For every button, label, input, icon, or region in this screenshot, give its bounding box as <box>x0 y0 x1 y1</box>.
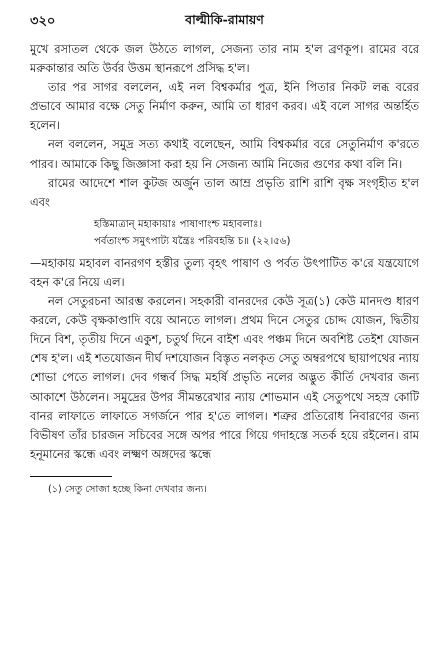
page-header <box>30 12 419 34</box>
body-text <box>30 40 419 464</box>
paragraph-3: নল বললেন, সমুদ্র সত্য কথাই বলেছেন, আমি বিশ্বকর্মার বরে সেতুনির্মাণ ক'রতে পারব। আমাকে কিছু জিজ্ঞাসা করা হয় নি সেজন্য আমি নিজের গুণের কথা বলি নি। <box>30 137 419 171</box>
verse-line-1: হস্তিমাত্রান্ মহাকায়াঃ পাষাণাংশ্চ মহাবলাঃ। <box>94 218 263 230</box>
footnote: (১) সেতু সোজা হচ্ছে কিনা দেখবার জন্য। <box>48 483 207 495</box>
paragraph-1: মুখে রসাতল থেকে জল উঠতে লাগল, সেজন্য তার নাম হ'ল ব্রণকূপ। রামের বরে মরুকান্তার অতি উর্বর উত্তম স্থানরূপে প্রসিদ্ধ হ'ল। <box>30 42 419 76</box>
page-number: ৩২০ <box>30 14 56 29</box>
verse-line-2: পর্বতাংশ্চ সমুৎপাট্য যন্ত্রৈঃ পরিবহন্তি চ॥ (২২।৫৬) <box>94 235 291 247</box>
paragraph-2: তার পর সাগর বললেন, এই নল বিশ্বকর্মার পুত্র, ইনি পিতার নিকট লব্ধ বরের প্রভাবে আমার বক্ষে সেতু নির্মাণ করুন, আমি তা ধারণ করব। এই বলে সাগর অন্তর্হিত হলেন। <box>30 80 419 133</box>
sanskrit-verse <box>94 216 419 250</box>
running-title: বাল্মীকি-রামায়ণ <box>185 12 264 27</box>
paragraph-6: নল সেতুরচনা আরম্ভ করলেন। সহকারী বানরদের কেউ সূত্র(১) কেউ মানদণ্ড ধারণ করলে, কেউ বৃক্ষকাণ্ডাদি বয়ে আনতে লাগল। প্রথম দিনে সেতুর চোদ্দ যোজন, দ্বিতীয় দিনে বিশ, তৃতীয় দিনে একুশ, চতুর্থ দিনে বাইশ এবং পঞ্চম দিনে অবশিষ্ট তেইশ যোজন শেষ হ'ল। এই শতযোজন দীর্ঘ দশযোজন বিস্তৃত নলকৃত সেতু অম্বরপথে ছায়াপথের ন্যায় শোভা পেতে লাগল। দেব গন্ধর্ব সিদ্ধ মহর্ষি প্রভৃতি নলের অদ্ভুত কীর্তি দেখবার জন্য আকাশে উঠলেন। সমুদ্রের উপর সীমন্তরেখার ন্যায় শোভমান এই সেতুপথে সহস্র কোটি বানর লাফাতে লাফাতে সগর্জনে পার হ'তে লাগল। শত্রুর প্রতিরোধ নিবারণের জন্য বিভীষণ তাঁর চারজন সচিবের সঙ্গে অপর পারে গিয়ে গদাহস্তে সতর্ক হয়ে রইলেন। রাম হনূমানের স্কন্ধে এবং লক্ষ্মণ অঙ্গদের স্কন্ধে <box>30 294 419 461</box>
paragraph-5: —মহাকায় মহাবল বানরগণ হস্তীর তুল্য বৃহৎ পাষাণ ও পর্বত উৎপাটিত ক'রে যন্ত্রযোগে বহন ক'রে নিয়ে এল। <box>30 255 419 289</box>
paragraph-4: রামের আদেশে শাল কুটজ অর্জুন তাল আম্র প্রভৃতি রাশি রাশি বৃক্ষ সংগৃহীত হ'ল এবং <box>30 175 419 209</box>
footnote-divider <box>30 476 112 477</box>
